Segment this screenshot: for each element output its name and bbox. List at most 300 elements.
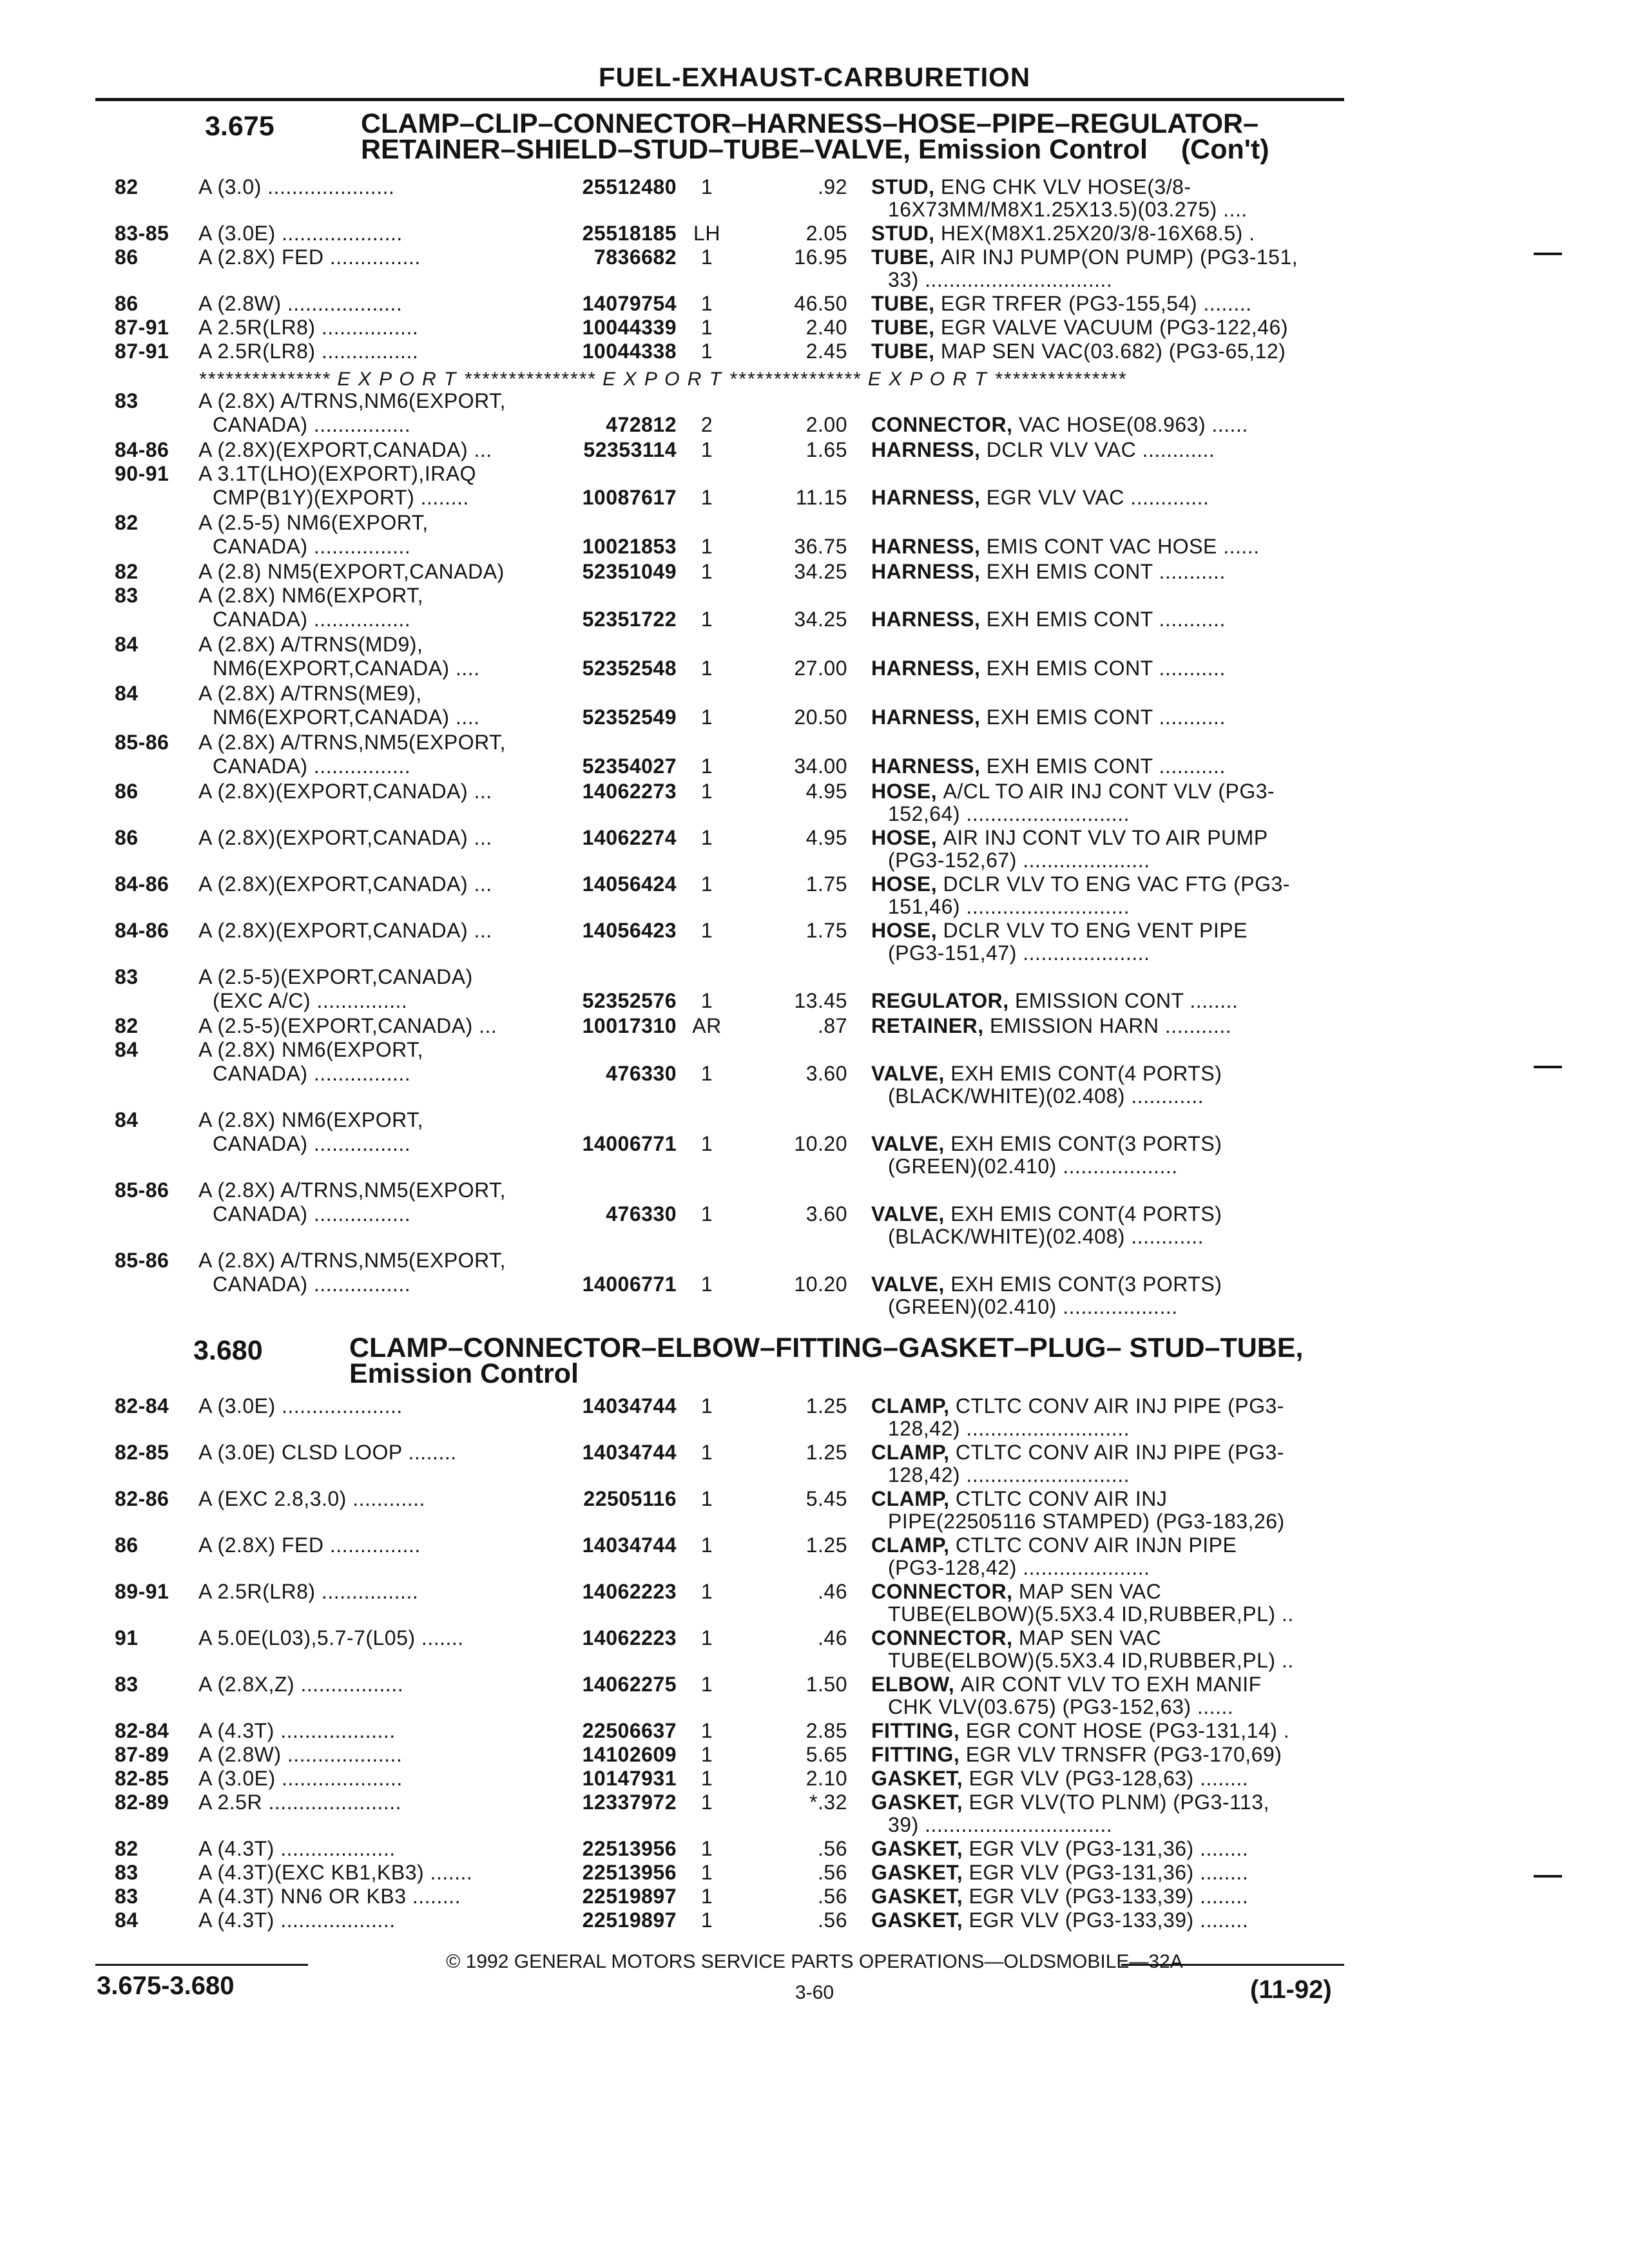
description-continuation: TUBE(ELBOW)(5.5X3.4 ID,RUBBER,PL) .. bbox=[888, 1649, 1294, 1672]
application: A (3.0E) .................... bbox=[198, 1767, 403, 1790]
description-part-name: RETAINER, bbox=[871, 1014, 990, 1037]
price: 1.25 bbox=[805, 1394, 847, 1418]
model-year: 84-86 bbox=[115, 919, 169, 942]
application: A (3.0E) CLSD LOOP ........ bbox=[198, 1441, 457, 1464]
description-part-name: TUBE, bbox=[871, 292, 941, 315]
quantity: 1 bbox=[700, 919, 713, 942]
description-detail: EGR VLV (PG3-133,39) ........ bbox=[969, 1885, 1249, 1908]
part-number: 25512480 bbox=[582, 175, 677, 198]
application: A (2.8X) A/TRNS,NM5(EXPORT, bbox=[198, 731, 506, 754]
application: A (2.8X,Z) ................. bbox=[198, 1673, 404, 1696]
description-part-name: TUBE, bbox=[871, 340, 941, 363]
description bbox=[871, 560, 1226, 583]
part-number: 25518185 bbox=[582, 222, 677, 245]
application: A (2.8X) A/TRNS,NM5(EXPORT, bbox=[198, 1249, 506, 1272]
section-number: 3.675 bbox=[205, 111, 275, 142]
description-detail: DCLR VLV VAC ............ bbox=[986, 438, 1215, 461]
part-number: 7836682 bbox=[593, 245, 677, 269]
part-number: 14062275 bbox=[582, 1673, 677, 1696]
application: A (2.8X)(EXPORT,CANADA) ... bbox=[198, 780, 492, 803]
description-detail: EXH EMIS CONT ........... bbox=[986, 754, 1226, 778]
application: CANADA) ................ bbox=[213, 1132, 411, 1155]
part-number: 14006771 bbox=[582, 1132, 677, 1155]
description bbox=[871, 1062, 1222, 1085]
description-part-name: VALVE, bbox=[871, 1062, 951, 1085]
price: 2.10 bbox=[805, 1767, 847, 1790]
application: A (2.8X)(EXPORT,CANADA) ... bbox=[198, 438, 492, 461]
model-year: 83 bbox=[115, 1885, 139, 1908]
quantity: 1 bbox=[700, 706, 713, 729]
quantity: 1 bbox=[700, 316, 713, 339]
section-title-line2 bbox=[361, 134, 1269, 165]
model-year: 85-86 bbox=[115, 1178, 169, 1202]
model-year: 85-86 bbox=[115, 1249, 169, 1272]
price: 1.65 bbox=[805, 438, 847, 461]
description-detail: CTLTC CONV AIR INJ PIPE (PG3- bbox=[955, 1394, 1284, 1418]
part-number: 10021853 bbox=[582, 535, 677, 558]
quantity: 1 bbox=[700, 1273, 713, 1296]
price: 16.95 bbox=[794, 245, 847, 269]
model-year: 89-91 bbox=[115, 1580, 169, 1603]
description-detail: EXH EMIS CONT ........... bbox=[986, 657, 1226, 680]
model-year: 82 bbox=[115, 511, 139, 534]
quantity: 1 bbox=[700, 780, 713, 803]
description-continuation: (BLACK/WHITE)(02.408) ............ bbox=[888, 1084, 1204, 1108]
description-continuation: 128,42) ........................... bbox=[888, 1463, 1130, 1486]
description-continuation: (PG3-151,47) ..................... bbox=[888, 941, 1150, 965]
part-number: 52352576 bbox=[582, 989, 677, 1012]
part-number: 52351722 bbox=[582, 608, 677, 631]
description-part-name: HARNESS, bbox=[871, 706, 987, 729]
description-continuation: TUBE(ELBOW)(5.5X3.4 ID,RUBBER,PL) .. bbox=[888, 1602, 1294, 1626]
description-detail: EXH EMIS CONT(3 PORTS) bbox=[950, 1273, 1222, 1296]
description-detail: MAP SEN VAC bbox=[1018, 1626, 1162, 1649]
description-continuation: 16X73MM/M8X1.25X13.5)(03.275) .... bbox=[888, 198, 1248, 221]
price: .46 bbox=[818, 1626, 847, 1649]
price: 2.00 bbox=[805, 413, 847, 436]
price: 1.50 bbox=[805, 1673, 847, 1696]
price: *.32 bbox=[809, 1791, 847, 1814]
description-detail: EXH EMIS CONT(3 PORTS) bbox=[950, 1132, 1222, 1155]
description-continuation: 152,64) ........................... bbox=[888, 802, 1130, 825]
application: CANADA) ................ bbox=[213, 608, 411, 631]
model-year: 82 bbox=[115, 1837, 139, 1860]
description-detail: EGR VLV TRNSFR (PG3-170,69) bbox=[965, 1743, 1282, 1766]
description-detail: EGR VALVE VACUUM (PG3-122,46) bbox=[940, 316, 1288, 339]
description-detail: EMISSION HARN ........... bbox=[989, 1014, 1232, 1037]
price: 27.00 bbox=[794, 657, 847, 680]
description bbox=[871, 706, 1226, 729]
model-year: 83 bbox=[115, 1673, 139, 1696]
application: A (2.8X) NM6(EXPORT, bbox=[198, 1038, 424, 1061]
part-number: 14102609 bbox=[582, 1743, 677, 1766]
description-part-name: HOSE, bbox=[871, 780, 943, 803]
application: A (2.8X) FED ............... bbox=[198, 245, 421, 269]
description-part-name: CLAMP, bbox=[871, 1441, 956, 1464]
description-continuation: 151,46) ........................... bbox=[888, 895, 1130, 918]
description-detail: MAP SEN VAC bbox=[1018, 1580, 1162, 1603]
description-part-name: HARNESS, bbox=[871, 754, 987, 778]
price: .46 bbox=[818, 1580, 847, 1603]
quantity: 1 bbox=[700, 657, 713, 680]
part-number: 14034744 bbox=[582, 1394, 677, 1418]
price: .56 bbox=[818, 1885, 847, 1908]
description bbox=[871, 754, 1226, 778]
description-detail: HEX(M8X1.25X20/3/8-16X68.5) . bbox=[940, 222, 1255, 245]
description bbox=[871, 1885, 1248, 1908]
footer-page-number: 3-60 bbox=[795, 1982, 834, 2003]
description-detail: ENG CHK VLV HOSE(3/8- bbox=[940, 175, 1191, 198]
model-year: 83 bbox=[115, 389, 139, 412]
margin-mark bbox=[1534, 1875, 1562, 1878]
application: A (2.8X) A/TRNS(MD9), bbox=[198, 633, 423, 656]
description-detail: EXH EMIS CONT ........... bbox=[986, 608, 1226, 631]
application: A (2.5-5)(EXPORT,CANADA) bbox=[198, 965, 473, 988]
description bbox=[871, 316, 1288, 339]
description bbox=[871, 657, 1226, 680]
description-detail: EGR VLV VAC ............. bbox=[986, 486, 1210, 509]
application: A (2.8X) A/TRNS(ME9), bbox=[198, 682, 422, 705]
quantity: 1 bbox=[700, 175, 713, 198]
model-year: 86 bbox=[115, 292, 139, 315]
price: 36.75 bbox=[794, 535, 847, 558]
description-part-name: HARNESS, bbox=[871, 486, 987, 509]
description bbox=[871, 1719, 1289, 1742]
model-year: 84 bbox=[115, 682, 139, 705]
price: 4.95 bbox=[805, 826, 847, 849]
price: 2.45 bbox=[805, 340, 847, 363]
section-title-line1: CLAMP–CLIP–CONNECTOR–HARNESS–HOSE–PIPE–REGULATOR– bbox=[361, 108, 1259, 139]
quantity: 2 bbox=[700, 413, 713, 436]
section-title-line2: Emission Control bbox=[349, 1358, 579, 1389]
description-part-name: STUD, bbox=[871, 222, 941, 245]
application: A (2.5-5) NM6(EXPORT, bbox=[198, 511, 429, 534]
part-number: 14079754 bbox=[582, 292, 677, 315]
quantity: 1 bbox=[700, 754, 713, 778]
part-number: 52354027 bbox=[582, 754, 677, 778]
description-detail: EXH EMIS CONT ........... bbox=[986, 560, 1226, 583]
description bbox=[871, 1014, 1231, 1037]
description bbox=[871, 826, 1268, 849]
section-title-cont: (Con't) bbox=[1181, 134, 1269, 165]
model-year: 84-86 bbox=[115, 438, 169, 461]
description-continuation: (PG3-128,42) ..................... bbox=[888, 1556, 1150, 1579]
application: A 2.5R(LR8) ................ bbox=[198, 316, 419, 339]
model-year: 82 bbox=[115, 175, 139, 198]
description-detail: EXH EMIS CONT ........... bbox=[986, 706, 1226, 729]
part-number: 14062274 bbox=[582, 826, 677, 849]
model-year: 91 bbox=[115, 1626, 139, 1649]
description bbox=[871, 1908, 1248, 1932]
description bbox=[871, 1202, 1222, 1225]
part-number: 22519897 bbox=[582, 1908, 677, 1932]
model-year: 86 bbox=[115, 826, 139, 849]
part-number: 22513956 bbox=[582, 1861, 677, 1884]
quantity: 1 bbox=[700, 1626, 713, 1649]
model-year: 83-85 bbox=[115, 222, 169, 245]
description-detail: EMIS CONT VAC HOSE ...... bbox=[986, 535, 1260, 558]
part-number: 52352549 bbox=[582, 706, 677, 729]
description-part-name: CLAMP, bbox=[871, 1487, 956, 1510]
description-continuation: (BLACK/WHITE)(02.408) ............ bbox=[888, 1225, 1204, 1248]
description-continuation: 39) ............................... bbox=[888, 1813, 1113, 1836]
quantity: 1 bbox=[700, 1908, 713, 1932]
description-detail: AIR CONT VLV TO EXH MANIF bbox=[960, 1673, 1262, 1696]
description-detail: MAP SEN VAC(03.682) (PG3-65,12) bbox=[940, 340, 1286, 363]
description-detail: CTLTC CONV AIR INJ PIPE (PG3- bbox=[955, 1441, 1284, 1464]
application: A (4.3T) NN6 OR KB3 ........ bbox=[198, 1885, 461, 1908]
part-number: 14006771 bbox=[582, 1273, 677, 1296]
part-number: 472812 bbox=[606, 413, 677, 436]
application: A (2.8X)(EXPORT,CANADA) ... bbox=[198, 872, 492, 896]
application: A (2.8) NM5(EXPORT,CANADA) bbox=[198, 560, 505, 583]
application: NM6(EXPORT,CANADA) .... bbox=[213, 706, 480, 729]
description bbox=[871, 1273, 1222, 1296]
description-detail: EGR VLV (PG3-128,63) ........ bbox=[969, 1767, 1249, 1790]
description-part-name: CLAMP, bbox=[871, 1394, 956, 1418]
description-detail: EXH EMIS CONT(4 PORTS) bbox=[950, 1202, 1222, 1225]
part-number: 476330 bbox=[606, 1202, 677, 1225]
description-continuation: CHK VLV(03.675) (PG3-152,63) ...... bbox=[888, 1695, 1234, 1718]
description-detail: EGR TRFER (PG3-155,54) ........ bbox=[940, 292, 1252, 315]
description-detail: DCLR VLV TO ENG VENT PIPE bbox=[943, 919, 1248, 942]
description-part-name: GASKET, bbox=[871, 1837, 969, 1860]
model-year: 90-91 bbox=[115, 462, 169, 485]
price: 20.50 bbox=[794, 706, 847, 729]
application: A (4.3T) ................... bbox=[198, 1719, 396, 1742]
section-number: 3.680 bbox=[193, 1335, 263, 1366]
description-continuation: 128,42) ........................... bbox=[888, 1417, 1130, 1440]
description-part-name: REGULATOR, bbox=[871, 989, 1015, 1012]
page-header: FUEL-EXHAUST-CARBURETION bbox=[598, 62, 1031, 92]
description bbox=[871, 1791, 1269, 1814]
description bbox=[871, 1626, 1161, 1649]
description-part-name: ELBOW, bbox=[871, 1673, 961, 1696]
price: .56 bbox=[818, 1837, 847, 1860]
quantity: 1 bbox=[700, 1202, 713, 1225]
price: .87 bbox=[818, 1014, 847, 1037]
description bbox=[871, 1394, 1284, 1418]
quantity: 1 bbox=[700, 1791, 713, 1814]
price: 11.15 bbox=[795, 486, 847, 509]
footer-copyright: © 1992 GENERAL MOTORS SERVICE PARTS OPERATIONS—OLDSMOBILE—32A bbox=[446, 1951, 1183, 1972]
application: A (EXC 2.8,3.0) ............ bbox=[198, 1487, 425, 1510]
quantity: 1 bbox=[700, 1062, 713, 1085]
description bbox=[871, 989, 1238, 1012]
application: A 3.1T(LHO)(EXPORT),IRAQ bbox=[198, 462, 477, 485]
quantity: 1 bbox=[700, 1837, 713, 1860]
application: A (2.8X) NM6(EXPORT, bbox=[198, 584, 424, 607]
model-year: 82 bbox=[115, 1014, 139, 1037]
description-detail: EGR VLV (PG3-131,36) ........ bbox=[969, 1837, 1249, 1860]
price: 10.20 bbox=[794, 1273, 847, 1296]
application: A (4.3T) ................... bbox=[198, 1837, 396, 1860]
footer-date-code: (11-92) bbox=[1250, 1975, 1332, 2004]
model-year: 84 bbox=[115, 1038, 139, 1061]
description bbox=[871, 438, 1215, 461]
model-year: 82-89 bbox=[115, 1791, 169, 1814]
price: 5.45 bbox=[805, 1487, 847, 1510]
description-detail: EGR VLV (PG3-133,39) ........ bbox=[969, 1908, 1249, 1932]
description bbox=[871, 1767, 1248, 1790]
application: A (2.8W) ................... bbox=[198, 292, 403, 315]
description-detail: VAC HOSE(08.963) ...... bbox=[1018, 413, 1248, 436]
section-title-line1: CLAMP–CONNECTOR–ELBOW–FITTING–GASKET–PLUG– STUD–TUBE, bbox=[349, 1332, 1304, 1363]
part-number: 10044338 bbox=[582, 340, 677, 363]
model-year: 86 bbox=[115, 245, 139, 269]
quantity: 1 bbox=[700, 1394, 713, 1418]
description-part-name: FITTING, bbox=[871, 1743, 966, 1766]
model-year: 86 bbox=[115, 1533, 139, 1557]
description-part-name: FITTING, bbox=[871, 1719, 966, 1742]
description bbox=[871, 608, 1226, 631]
description bbox=[871, 340, 1286, 363]
price: 5.65 bbox=[805, 1743, 847, 1766]
quantity: 1 bbox=[700, 292, 713, 315]
quantity: 1 bbox=[700, 245, 713, 269]
description-continuation: (PG3-152,67) ..................... bbox=[888, 849, 1150, 872]
application: A (3.0) ..................... bbox=[198, 175, 395, 198]
part-number: 14062223 bbox=[582, 1580, 677, 1603]
header-rule bbox=[95, 98, 1344, 101]
description-part-name: CLAMP, bbox=[871, 1533, 956, 1557]
margin-mark bbox=[1534, 1066, 1562, 1068]
price: 3.60 bbox=[805, 1202, 847, 1225]
model-year: 86 bbox=[115, 780, 139, 803]
price: 1.75 bbox=[805, 919, 847, 942]
description-part-name: VALVE, bbox=[871, 1132, 951, 1155]
quantity: 1 bbox=[700, 826, 713, 849]
application: CANADA) ................ bbox=[213, 1062, 411, 1085]
description-continuation: 33) ............................... bbox=[888, 268, 1113, 291]
model-year: 82-85 bbox=[115, 1441, 169, 1464]
section-title bbox=[349, 1332, 1304, 1389]
description-continuation: (GREEN)(02.410) ................... bbox=[888, 1295, 1178, 1318]
quantity: 1 bbox=[700, 340, 713, 363]
description bbox=[871, 1132, 1222, 1155]
application: A (2.8X)(EXPORT,CANADA) ... bbox=[198, 919, 492, 942]
price: 3.60 bbox=[805, 1062, 847, 1085]
quantity: 1 bbox=[700, 1743, 713, 1766]
part-number: 14034744 bbox=[582, 1441, 677, 1464]
description-part-name: GASKET, bbox=[871, 1861, 969, 1884]
footer-section-range: 3.675-3.680 bbox=[97, 1972, 235, 2000]
quantity: 1 bbox=[700, 1673, 713, 1696]
price: 2.40 bbox=[805, 316, 847, 339]
part-number: 14056423 bbox=[582, 919, 677, 942]
description-detail: EXH EMIS CONT(4 PORTS) bbox=[950, 1062, 1222, 1085]
description bbox=[871, 1580, 1161, 1603]
model-year: 82-85 bbox=[115, 1767, 169, 1790]
quantity: 1 bbox=[700, 989, 713, 1012]
part-number: 14062273 bbox=[582, 780, 677, 803]
description-detail: EGR VLV (PG3-131,36) ........ bbox=[969, 1861, 1249, 1884]
application: A (2.8X) A/TRNS,NM6(EXPORT, bbox=[198, 389, 506, 412]
description bbox=[871, 175, 1191, 198]
description-detail: EGR CONT HOSE (PG3-131,14) . bbox=[965, 1719, 1290, 1742]
price: 2.85 bbox=[805, 1719, 847, 1742]
quantity: AR bbox=[692, 1014, 722, 1037]
part-number: 10147931 bbox=[582, 1767, 677, 1790]
model-year: 87-89 bbox=[115, 1743, 169, 1766]
application: (EXC A/C) ............... bbox=[213, 989, 408, 1012]
quantity: 1 bbox=[700, 1719, 713, 1742]
application: A (2.8X) A/TRNS,NM5(EXPORT, bbox=[198, 1178, 506, 1202]
quantity: 1 bbox=[700, 535, 713, 558]
application: CMP(B1Y)(EXPORT) ........ bbox=[213, 486, 469, 509]
application: A (2.8X) FED ............... bbox=[198, 1533, 421, 1557]
model-year: 87-91 bbox=[115, 340, 169, 363]
application: A (2.8X)(EXPORT,CANADA) ... bbox=[198, 826, 492, 849]
description-part-name: CONNECTOR, bbox=[871, 1626, 1019, 1649]
price: 1.25 bbox=[805, 1441, 847, 1464]
description bbox=[871, 872, 1290, 896]
part-number: 14062223 bbox=[582, 1626, 677, 1649]
price: 34.00 bbox=[794, 754, 847, 778]
part-number: 52353114 bbox=[583, 438, 677, 461]
quantity: 1 bbox=[700, 560, 713, 583]
price: 13.45 bbox=[794, 989, 847, 1012]
description-detail: AIR INJ PUMP(ON PUMP) (PG3-151, bbox=[940, 245, 1298, 269]
part-number: 52351049 bbox=[582, 560, 677, 583]
application: A 2.5R(LR8) ................ bbox=[198, 1580, 419, 1603]
description-detail: EMISSION CONT ........ bbox=[1014, 989, 1239, 1012]
description-part-name: CONNECTOR, bbox=[871, 413, 1019, 436]
price: .56 bbox=[818, 1908, 847, 1932]
description bbox=[871, 919, 1248, 942]
application: A 2.5R(LR8) ................ bbox=[198, 340, 419, 363]
price: 46.50 bbox=[794, 292, 847, 315]
model-year: 85-86 bbox=[115, 731, 169, 754]
description bbox=[871, 245, 1298, 269]
part-number: 10044339 bbox=[582, 316, 677, 339]
description bbox=[871, 1487, 1167, 1510]
description-part-name: VALVE, bbox=[871, 1202, 951, 1225]
application: A (4.3T) ................... bbox=[198, 1908, 396, 1932]
description bbox=[871, 1743, 1282, 1766]
quantity: 1 bbox=[700, 1767, 713, 1790]
description bbox=[871, 292, 1251, 315]
description-part-name: HARNESS, bbox=[871, 438, 987, 461]
model-year: 82-84 bbox=[115, 1719, 169, 1742]
price: 4.95 bbox=[805, 780, 847, 803]
description-part-name: HOSE, bbox=[871, 872, 943, 896]
model-year: 84 bbox=[115, 1108, 139, 1131]
price: .56 bbox=[818, 1861, 847, 1884]
application: CANADA) ................ bbox=[213, 754, 411, 778]
description bbox=[871, 535, 1260, 558]
description-detail: DCLR VLV TO ENG VAC FTG (PG3- bbox=[943, 872, 1290, 896]
price: 34.25 bbox=[794, 560, 847, 583]
model-year: 84 bbox=[115, 633, 139, 656]
price: 1.25 bbox=[805, 1533, 847, 1557]
price: 2.05 bbox=[805, 222, 847, 245]
description bbox=[871, 1837, 1248, 1860]
description-part-name: TUBE, bbox=[871, 316, 941, 339]
part-number: 10017310 bbox=[582, 1014, 677, 1037]
description-detail: A/CL TO AIR INJ CONT VLV (PG3- bbox=[943, 780, 1275, 803]
description bbox=[871, 1673, 1262, 1696]
section-title-suffix: Emission Control bbox=[918, 134, 1148, 165]
description bbox=[871, 413, 1248, 436]
export-divider: *************** E X P O R T *************** E X P O R T *************** E X P O R T *************** bbox=[198, 369, 1127, 390]
application: CANADA) ................ bbox=[213, 413, 411, 436]
model-year: 87-91 bbox=[115, 316, 169, 339]
description-part-name: STUD, bbox=[871, 175, 941, 198]
application: A (2.5-5)(EXPORT,CANADA) ... bbox=[198, 1014, 497, 1037]
description bbox=[871, 486, 1209, 509]
price: .92 bbox=[818, 175, 847, 198]
